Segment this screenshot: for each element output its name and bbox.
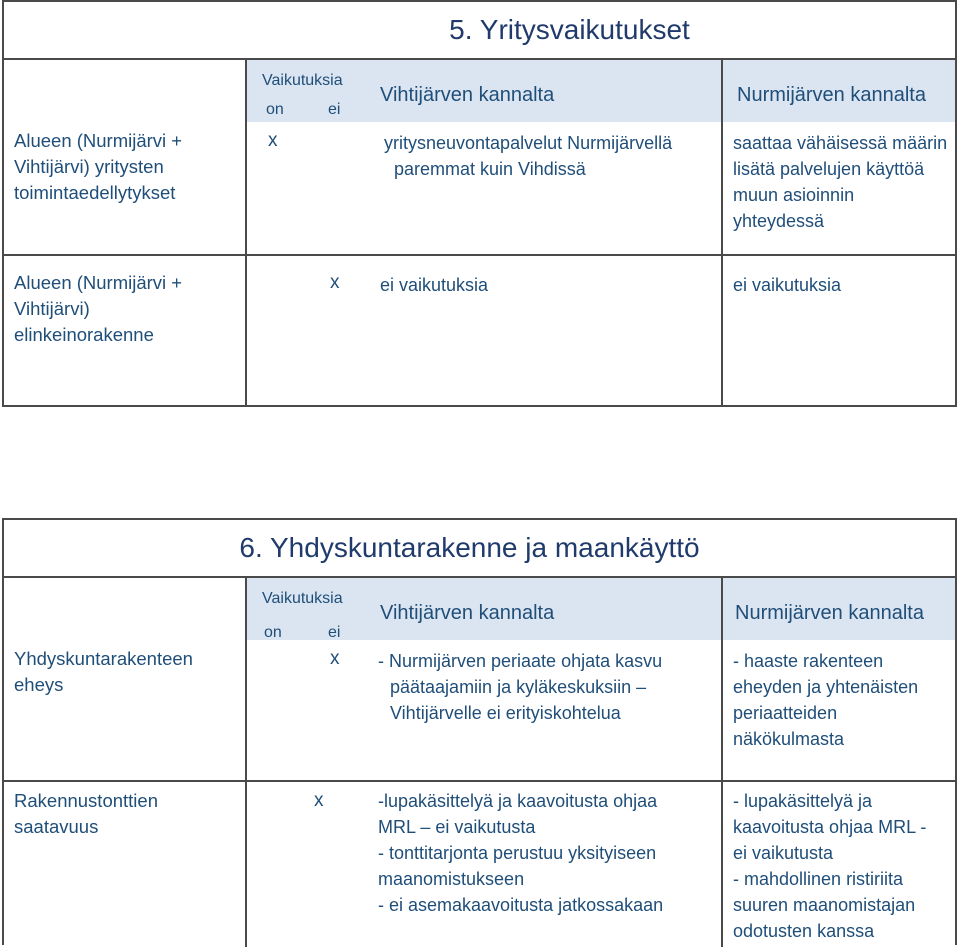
header-vihti: Vihtijärven kannalta: [380, 84, 555, 106]
text-line: - haaste rakenteen: [733, 651, 884, 671]
grid-line: [4, 780, 955, 782]
mark-ei: x: [330, 648, 340, 669]
text-line: ei vaikutusta: [733, 843, 834, 863]
vihti-text: yritysneuvontapalvelut Nurmijärvellä paremmat kuin Vihdissä: [384, 133, 673, 179]
grid-line: [245, 60, 247, 407]
text-line: periaatteiden: [733, 703, 838, 723]
impact-label: Vaikutuksia: [262, 590, 343, 607]
mark-on: x: [268, 130, 278, 151]
text-line: - mahdollinen ristiriita: [733, 869, 904, 889]
row-label: Yhdyskuntarakenteen eheys: [14, 648, 193, 695]
text-line: odotusten kanssa: [733, 921, 875, 941]
grid-line: [721, 578, 723, 947]
nurmi-text: [733, 788, 953, 944]
nurmi-text: saattaa vähäisessä määrin lisätä palvelujen käyttöä muun asioinnin yhteydessä: [733, 133, 948, 231]
text-line: kaavoitusta ohjaa MRL -: [733, 817, 927, 837]
grid-line: [4, 254, 955, 256]
section5-table: [2, 0, 957, 407]
text-line: maanomistukseen: [378, 869, 525, 889]
row-label: Alueen (Nurmijärvi + Vihtijärvi) elinkeinorakenne: [14, 272, 183, 345]
header-nurmi: Nurmijärven kannalta: [737, 84, 926, 106]
header-vihti: Vihtijärven kannalta: [380, 602, 555, 624]
header-ei: ei: [328, 624, 341, 641]
header-on: on: [266, 101, 284, 118]
text-line: Vihtijärvelle ei erityiskohtelua: [390, 703, 621, 723]
nurmi-text: ei vaikutuksia: [733, 275, 842, 295]
text-line: - lupakäsittelyä ja: [733, 791, 873, 811]
impact-label: Vaikutuksia: [262, 72, 343, 89]
text-line: eheyden ja yhtenäisten: [733, 677, 919, 697]
vihti-text: ei vaikutuksia: [380, 275, 489, 295]
header-nurmi: Nurmijärven kannalta: [735, 602, 924, 624]
section5-title: 5. Yritysvaikutukset: [4, 2, 955, 60]
text-line: MRL – ei vaikutusta: [378, 817, 536, 837]
text-line: - tonttitarjonta perustuu yksityiseen: [378, 843, 657, 863]
row-label: Alueen (Nurmijärvi + Vihtijärvi) yritysten toimintaedellytykset: [14, 130, 183, 203]
text-line: -lupakäsittelyä ja kaavoitusta ohjaa: [378, 791, 658, 811]
grid-line: [245, 578, 247, 947]
header-ei: ei: [328, 101, 341, 118]
mark-on: x: [314, 790, 324, 811]
text-line: suuren maanomistajan: [733, 895, 916, 915]
grid-line: [721, 60, 723, 407]
nurmi-text: [733, 648, 953, 752]
vihti-text: [378, 788, 718, 918]
section6-title: 6. Yhdyskuntarakenne ja maankäyttö: [4, 520, 955, 578]
mark-ei: x: [330, 272, 340, 293]
text-line: näkökulmasta: [733, 729, 845, 749]
text-line: päätaajamiin ja kyläkeskuksiin –: [390, 677, 647, 697]
section6-table: [2, 518, 957, 945]
row-label: Rakennustonttien saatavuus: [14, 790, 158, 837]
text-line: - ei asemakaavoitusta jatkossakaan: [378, 895, 664, 915]
text-line: - Nurmijärven periaate ohjata kasvu: [378, 651, 663, 671]
vihti-text: [378, 648, 718, 726]
header-on: on: [264, 624, 282, 641]
